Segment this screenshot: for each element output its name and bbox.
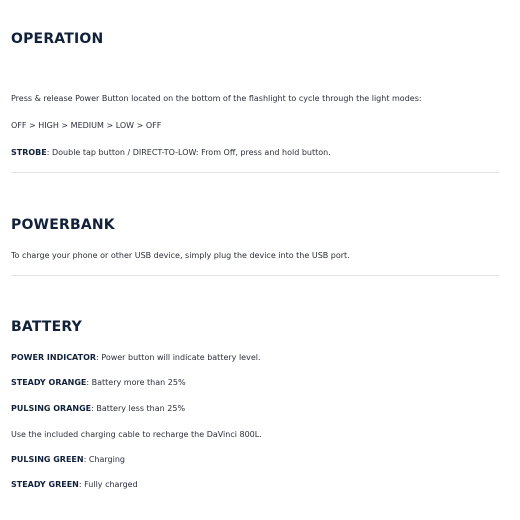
battery-heading: BATTERY: [11, 319, 82, 335]
battery-item-text: : Fully charged: [78, 480, 138, 489]
operation-modes: OFF > HIGH > MEDIUM > LOW > OFF: [11, 121, 162, 130]
operation-heading: OPERATION: [11, 31, 104, 47]
section-divider: [11, 275, 499, 276]
operation-strobe: [11, 148, 331, 158]
battery-steady-green: [11, 480, 138, 490]
section-divider: [11, 172, 499, 173]
battery-pulsing-green: [11, 455, 125, 465]
battery-item-label: STEADY ORANGE: [11, 378, 87, 387]
battery-recharge-note: [11, 430, 262, 440]
powerbank-heading: POWERBANK: [11, 217, 115, 233]
battery-pulsing-orange: [11, 404, 185, 414]
battery-item-text: : Battery more than 25%: [86, 378, 186, 387]
battery-item-label: STEADY GREEN: [11, 480, 79, 489]
battery-item-label: PULSING ORANGE: [11, 404, 92, 413]
powerbank-text: To charge your phone or other USB device, simply plug the device into the USB port.: [11, 251, 350, 260]
battery-item-text: : Charging: [83, 455, 125, 464]
battery-item-text: : Battery less than 25%: [91, 404, 186, 413]
operation-intro: Press & release Power Button located on the bottom of the flashlight to cycle through the light modes:: [11, 94, 422, 103]
battery-item-text: : Power button will indicate battery level.: [96, 353, 261, 362]
battery-item-label: PULSING GREEN: [11, 455, 84, 464]
strobe-label: STROBE: [11, 148, 47, 157]
battery-item-text: Use the included charging cable to recharge the DaVinci 800L.: [11, 430, 262, 439]
strobe-text: : Double tap button / DIRECT-TO-LOW: From Off, press and hold button.: [46, 148, 331, 157]
battery-power-indicator: [11, 353, 261, 363]
battery-steady-orange: [11, 378, 186, 388]
battery-item-label: POWER INDICATOR: [11, 353, 97, 362]
